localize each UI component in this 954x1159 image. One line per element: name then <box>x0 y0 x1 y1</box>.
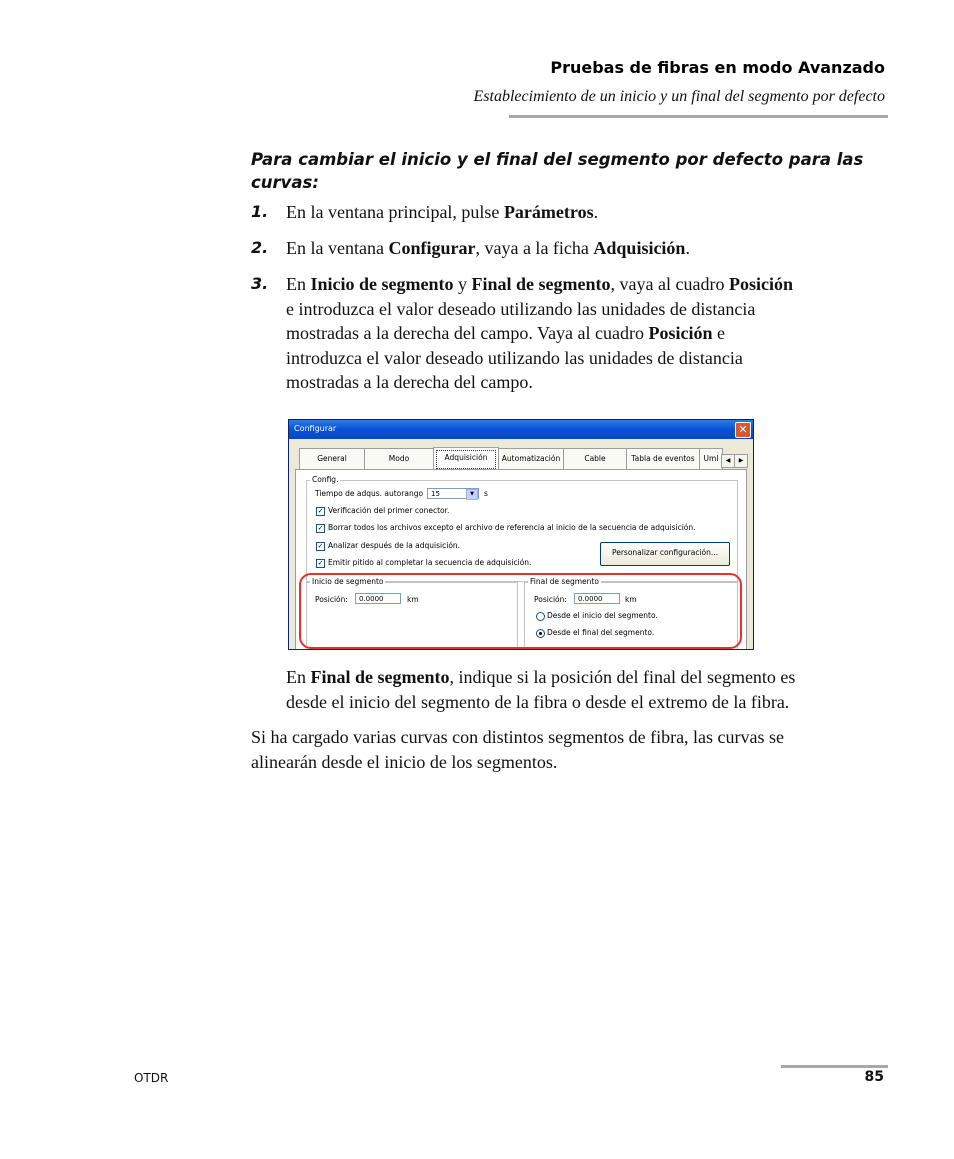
check-delete-files[interactable]: ✓ <box>317 524 324 532</box>
tab-scroll-right-icon[interactable]: ▶ <box>734 454 748 468</box>
footer-rule <box>781 1065 888 1068</box>
running-header-subtitle: Establecimiento de un inicio y un final del segmento por defecto <box>473 88 885 105</box>
segment-end-explanation: En Final de segmento, indique si la posición del final del segmento es desde el inicio del segmento de la fibra o desde el extremo de la fibra. <box>286 667 796 712</box>
highlight-outline <box>299 573 742 649</box>
start-position-unit: km <box>407 595 419 604</box>
radio-from-start-label: Desde el inicio del segmento. <box>547 611 658 620</box>
footer-product: OTDR <box>134 1071 169 1085</box>
step-2-number: 2. <box>251 238 269 257</box>
dialog-title: Configurar <box>294 424 337 433</box>
procedure-title: Para cambiar el inicio y el final del segmento por defecto para las curvas: <box>251 150 864 192</box>
tab-adquisicion[interactable]: Adquisición <box>433 447 499 470</box>
step-3-number: 3. <box>251 274 269 293</box>
check-beep-label: Emitir pitido al completar la secuencia de adquisición. <box>328 558 532 567</box>
radio-from-end-label: Desde el final del segmento. <box>547 628 655 637</box>
tab-cable[interactable]: Cable <box>563 448 627 470</box>
tab-tabla-eventos[interactable]: Tabla de eventos <box>626 448 700 470</box>
end-position-input[interactable]: 0.0000 <box>574 593 620 604</box>
step-2-text: En la ventana Configurar, vaya a la ficha Adquisición. <box>286 238 690 258</box>
check-analyze-after-label: Analizar después de la adquisición. <box>328 541 461 550</box>
start-position-label: Posición: <box>315 595 348 604</box>
check-beep[interactable]: ✓ <box>317 559 324 567</box>
tab-scroll-left-icon[interactable]: ◀ <box>721 454 735 468</box>
check-first-connector-label: Verificación del primer conector. <box>328 506 450 515</box>
check-first-connector[interactable]: ✓ <box>317 507 324 515</box>
dialog-title-bar <box>289 420 753 439</box>
alignment-note: Si ha cargado varias curvas con distintos segmentos de fibra, las curvas se alinearán desde el inicio de los segmentos. <box>251 727 785 772</box>
chevron-down-icon[interactable]: ▼ <box>466 489 478 500</box>
close-icon[interactable]: ✕ <box>735 422 751 438</box>
step-3-text: En Inicio de segmento y Final de segmento, vaya al cuadro Posición e introduzca el valor deseado utilizando las unidades de distancia mostradas a la derecha del campo. Vaya al cuadro Posición e introduzca el valor deseado utilizando las unidades de distancia mostradas a la derecha del campo. <box>286 274 793 392</box>
check-delete-files-label: Borrar todos los archivos excepto el archivo de referencia al inicio de la secuencia de adquisición. <box>328 523 696 532</box>
tab-scroll <box>721 454 747 466</box>
tab-umbrales[interactable]: Uml <box>699 448 723 470</box>
check-analyze-after[interactable]: ✓ <box>317 542 324 550</box>
autorange-select[interactable]: 15 ▼ <box>427 488 479 499</box>
tab-modo[interactable]: Modo <box>364 448 434 470</box>
step-1-text: En la ventana principal, pulse Parámetros. <box>286 202 599 222</box>
customize-config-button[interactable]: Personalizar configuración... <box>600 542 730 566</box>
tab-general[interactable]: General <box>299 448 365 470</box>
end-position-label: Posición: <box>534 595 567 604</box>
step-1-number: 1. <box>251 202 269 221</box>
end-position-unit: km <box>625 595 637 604</box>
autorange-label: Tiempo de adqus. autorango <box>315 489 424 498</box>
tab-automatizacion[interactable]: Automatización <box>498 448 564 470</box>
config-group-label: Config. <box>312 475 339 484</box>
segment-end-label: Final de segmento <box>530 577 599 586</box>
autorange-unit: s <box>484 489 488 498</box>
segment-start-label: Inicio de segmento <box>312 577 384 586</box>
start-position-input[interactable]: 0.0000 <box>355 593 401 604</box>
header-rule <box>509 115 888 118</box>
running-header-title: Pruebas de fibras en modo Avanzado <box>550 58 885 77</box>
page-number: 85 <box>864 1069 884 1085</box>
